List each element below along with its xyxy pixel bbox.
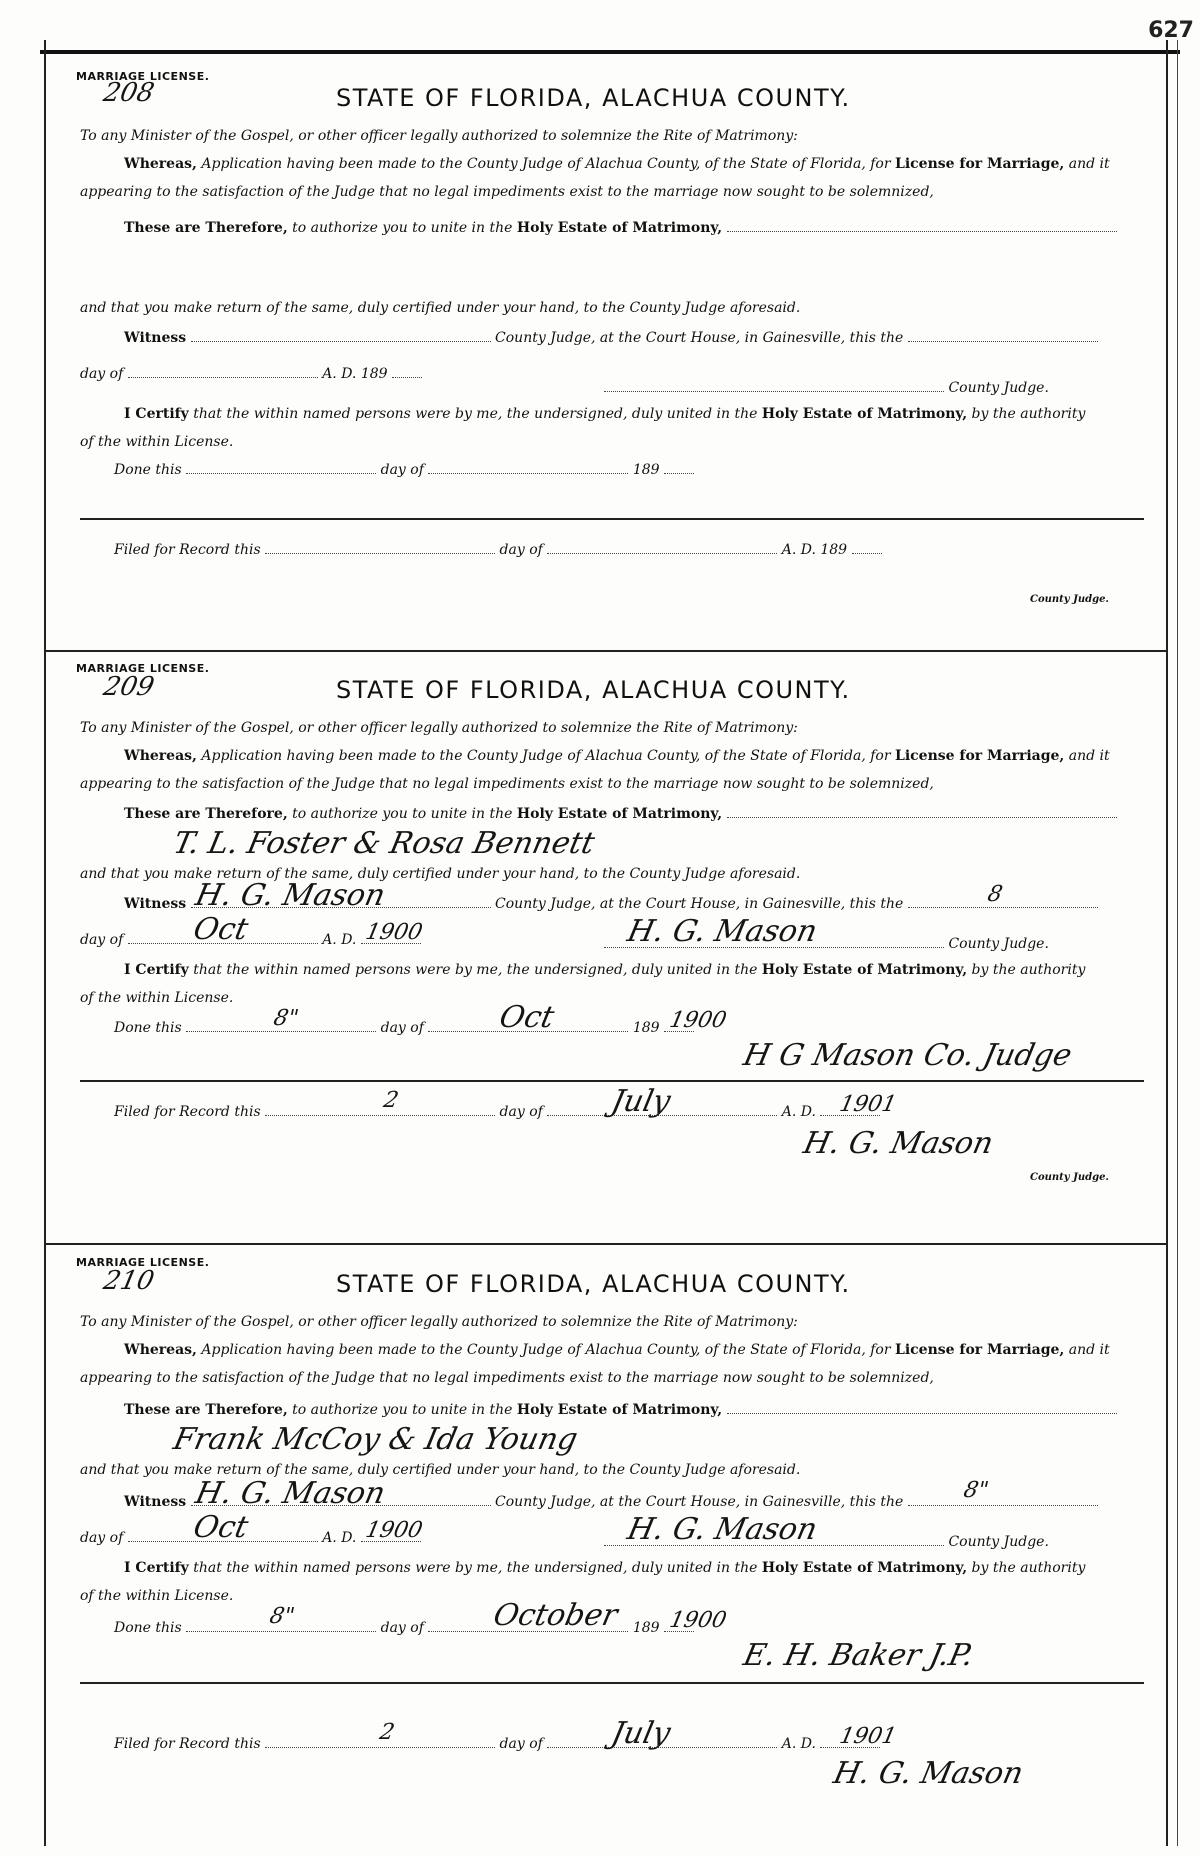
these-lead: These are Therefore, <box>124 220 288 236</box>
ad-label: A. D. <box>781 1104 816 1120</box>
dotted-line <box>727 1403 1117 1414</box>
whereas-tail: and it <box>1068 748 1110 764</box>
ad-label: A. D. <box>322 1530 357 1546</box>
day-of-label: day of <box>80 932 124 948</box>
year-label: 189 <box>632 462 660 478</box>
filed-month: July <box>608 1084 674 1119</box>
done-line <box>114 1020 694 1036</box>
license-title: STATE OF FLORIDA, ALACHUA COUNTY. <box>336 84 851 112</box>
filed-line <box>114 1104 880 1120</box>
county-judge-label: County Judge. <box>948 380 1049 396</box>
top-border <box>40 50 1180 54</box>
these-lead: These are Therefore, <box>124 1402 288 1418</box>
right-border-inner <box>1177 40 1178 1846</box>
year: 1900 <box>363 920 425 945</box>
marriage-license-record <box>44 1250 1168 1840</box>
license-tag: MARRIAGE LICENSE. <box>76 1256 210 1269</box>
done-month: October <box>490 1598 621 1633</box>
ad-label: A. D. 189 <box>781 542 848 558</box>
address-line: To any Minister of the Gospel, or other officer legally authorized to solemnize the Rite of Matrimony: <box>80 128 798 144</box>
dotted-line <box>191 331 491 342</box>
year-label: 189 <box>632 1620 660 1636</box>
whereas-tail: and it <box>1068 156 1110 172</box>
witness-line <box>124 330 1098 346</box>
license-for-marriage: License for Marriage, <box>894 156 1065 172</box>
filed-label: Filed for Record this <box>114 1736 261 1752</box>
whereas-tail: and it <box>1068 1342 1110 1358</box>
done-year: 1900 <box>667 1008 729 1033</box>
day-of-line <box>80 366 422 382</box>
return-line: and that you make return of the same, duly certified under your hand, to the County Judge aforesaid. <box>80 300 801 316</box>
done-day: 8" <box>267 1604 297 1629</box>
day-of-label: day of <box>80 366 124 382</box>
done-label: Done this <box>114 1620 182 1636</box>
certify-tail: by the authority <box>971 1560 1086 1576</box>
dotted-line <box>727 807 1117 818</box>
return-line: and that you make return of the same, duly certified under your hand, to the County Judge aforesaid. <box>80 1462 801 1478</box>
witness-text: County Judge, at the Court House, in Gainesville, this the <box>495 330 904 346</box>
marriage-license-record <box>44 656 1168 1246</box>
whereas-lead: Whereas, <box>124 156 197 172</box>
certify-text: that the within named persons were by me, the undersigned, duly united in the <box>193 406 758 422</box>
dotted-line <box>128 367 318 378</box>
day-of-label: day of <box>380 1020 424 1036</box>
filed-year: 1901 <box>837 1724 899 1749</box>
certify-tail: by the authority <box>971 962 1086 978</box>
county-judge-small: County Judge. <box>1030 594 1109 605</box>
holy-estate: Holy Estate of Matrimony, <box>516 220 723 236</box>
dotted-line <box>604 381 944 392</box>
year: 1900 <box>363 1518 425 1543</box>
license-number: 208 <box>100 78 157 108</box>
day-of-label: day of <box>80 1530 124 1546</box>
filed-line <box>114 1736 880 1752</box>
couple-names: T. L. Foster & Rosa Bennett <box>170 826 598 861</box>
holy-estate: Holy Estate of Matrimony, <box>516 806 723 822</box>
dotted-line <box>604 937 944 948</box>
dotted-line <box>727 221 1117 232</box>
these-text: to authorize you to unite in the <box>292 220 513 236</box>
within-line: of the within License. <box>80 990 234 1006</box>
dotted-line <box>265 543 495 554</box>
license-tag: MARRIAGE LICENSE. <box>76 662 210 675</box>
witness-day: 8" <box>961 1478 991 1503</box>
day-of-label: day of <box>380 462 424 478</box>
done-line <box>114 462 694 478</box>
these-lead: These are Therefore, <box>124 806 288 822</box>
witness-signature: H. G. Mason <box>192 878 389 913</box>
certify-lead: I Certify <box>124 406 189 422</box>
filed-signature: H. G. Mason <box>800 1126 997 1161</box>
inner-rule <box>80 518 1144 520</box>
dotted-line <box>908 897 1098 908</box>
return-line: and that you make return of the same, duly certified under your hand, to the County Judge aforesaid. <box>80 866 801 882</box>
judge-signature: H. G. Mason <box>624 914 821 949</box>
address-line: To any Minister of the Gospel, or other officer legally authorized to solemnize the Rite of Matrimony: <box>80 1314 798 1330</box>
county-judge-line <box>604 1534 1049 1550</box>
filed-label: Filed for Record this <box>114 542 261 558</box>
witness-lead: Witness <box>124 330 187 346</box>
dotted-line <box>547 543 777 554</box>
page-number: 627 <box>1148 18 1194 43</box>
day-of-label: day of <box>499 1736 543 1752</box>
county-judge-label: County Judge. <box>948 1534 1049 1550</box>
officiant-signature: H G Mason Co. Judge <box>740 1038 1075 1073</box>
dotted-line <box>852 543 882 554</box>
whereas-text: Application having been made to the County Judge of Alachua County, of the State of Florida, for <box>201 748 891 764</box>
day-of-label: day of <box>380 1620 424 1636</box>
dotted-line <box>908 1495 1098 1506</box>
county-judge-line <box>604 936 1049 952</box>
these-text: to authorize you to unite in the <box>292 806 513 822</box>
county-judge-small: County Judge. <box>1030 1172 1109 1183</box>
judge-signature: H. G. Mason <box>624 1512 821 1547</box>
these-line <box>124 1402 1117 1418</box>
filed-day: 2 <box>381 1088 401 1113</box>
certify-lead: I Certify <box>124 1560 189 1576</box>
certify-lead: I Certify <box>124 962 189 978</box>
filed-label: Filed for Record this <box>114 1104 261 1120</box>
dotted-line <box>265 1105 495 1116</box>
appearing-line: appearing to the satisfaction of the Judge that no legal impediments exist to the marriage now sought to be solemnized, <box>80 1370 934 1386</box>
witness-lead: Witness <box>124 1494 187 1510</box>
dotted-line <box>392 367 422 378</box>
officiant-signature: E. H. Baker J.P. <box>740 1638 977 1673</box>
license-for-marriage: License for Marriage, <box>894 1342 1065 1358</box>
certify-tail: by the authority <box>971 406 1086 422</box>
within-line: of the within License. <box>80 434 234 450</box>
ad-label: A. D. 189 <box>322 366 388 382</box>
witness-signature: H. G. Mason <box>192 1476 389 1511</box>
ad-label: A. D. <box>781 1736 816 1752</box>
witness-text: County Judge, at the Court House, in Gainesville, this the <box>495 896 904 912</box>
dotted-line <box>908 331 1098 342</box>
certify-text: that the within named persons were by me, the undersigned, duly united in the <box>193 1560 758 1576</box>
whereas-line <box>124 1342 1110 1358</box>
dotted-line <box>186 463 376 474</box>
done-label: Done this <box>114 1020 182 1036</box>
witness-day: 8 <box>985 882 1005 907</box>
filed-month: July <box>608 1716 674 1751</box>
license-title: STATE OF FLORIDA, ALACHUA COUNTY. <box>336 676 851 704</box>
couple-names: Frank McCoy & Ida Young <box>170 1422 581 1457</box>
license-tag: MARRIAGE LICENSE. <box>76 70 210 83</box>
holy-estate: Holy Estate of Matrimony, <box>761 962 968 978</box>
certify-line <box>124 1560 1085 1576</box>
day-of-label: day of <box>499 542 543 558</box>
certify-text: that the within named persons were by me, the undersigned, duly united in the <box>193 962 758 978</box>
these-line <box>124 220 1117 236</box>
filed-signature: H. G. Mason <box>830 1756 1027 1791</box>
filed-day: 2 <box>377 1720 397 1745</box>
license-title: STATE OF FLORIDA, ALACHUA COUNTY. <box>336 1270 851 1298</box>
month: Oct <box>190 912 252 947</box>
inner-rule <box>80 1080 1144 1082</box>
address-line: To any Minister of the Gospel, or other officer legally authorized to solemnize the Rite of Matrimony: <box>80 720 798 736</box>
certify-line <box>124 962 1085 978</box>
done-day: 8" <box>271 1006 301 1031</box>
license-number: 210 <box>100 1266 157 1296</box>
these-text: to authorize you to unite in the <box>292 1402 513 1418</box>
filed-line <box>114 542 882 558</box>
appearing-line: appearing to the satisfaction of the Judge that no legal impediments exist to the marriage now sought to be solemnized, <box>80 776 934 792</box>
done-month: Oct <box>496 1000 558 1035</box>
holy-estate: Holy Estate of Matrimony, <box>516 1402 723 1418</box>
holy-estate: Holy Estate of Matrimony, <box>761 406 968 422</box>
witness-lead: Witness <box>124 896 187 912</box>
whereas-line <box>124 748 1110 764</box>
dotted-line <box>664 463 694 474</box>
whereas-lead: Whereas, <box>124 1342 197 1358</box>
inner-rule <box>80 1682 1144 1684</box>
whereas-text: Application having been made to the County Judge of Alachua County, of the State of Florida, for <box>201 156 891 172</box>
ad-label: A. D. <box>322 932 357 948</box>
whereas-lead: Whereas, <box>124 748 197 764</box>
dotted-line <box>428 463 628 474</box>
day-of-label: day of <box>499 1104 543 1120</box>
these-line <box>124 806 1117 822</box>
year-label: 189 <box>632 1020 660 1036</box>
dotted-line <box>604 1535 944 1546</box>
filed-year: 1901 <box>837 1092 899 1117</box>
within-line: of the within License. <box>80 1588 234 1604</box>
done-label: Done this <box>114 462 182 478</box>
county-judge-label: County Judge. <box>948 936 1049 952</box>
holy-estate: Holy Estate of Matrimony, <box>761 1560 968 1576</box>
whereas-text: Application having been made to the County Judge of Alachua County, of the State of Florida, for <box>201 1342 891 1358</box>
marriage-license-record <box>44 64 1168 654</box>
license-number: 209 <box>100 672 157 702</box>
license-for-marriage: License for Marriage, <box>894 748 1065 764</box>
whereas-line <box>124 156 1110 172</box>
done-year: 1900 <box>667 1608 729 1633</box>
witness-text: County Judge, at the Court House, in Gainesville, this the <box>495 1494 904 1510</box>
month: Oct <box>190 1510 252 1545</box>
certify-line <box>124 406 1085 422</box>
appearing-line: appearing to the satisfaction of the Judge that no legal impediments exist to the marriage now sought to be solemnized, <box>80 184 934 200</box>
county-judge-line <box>604 380 1049 396</box>
